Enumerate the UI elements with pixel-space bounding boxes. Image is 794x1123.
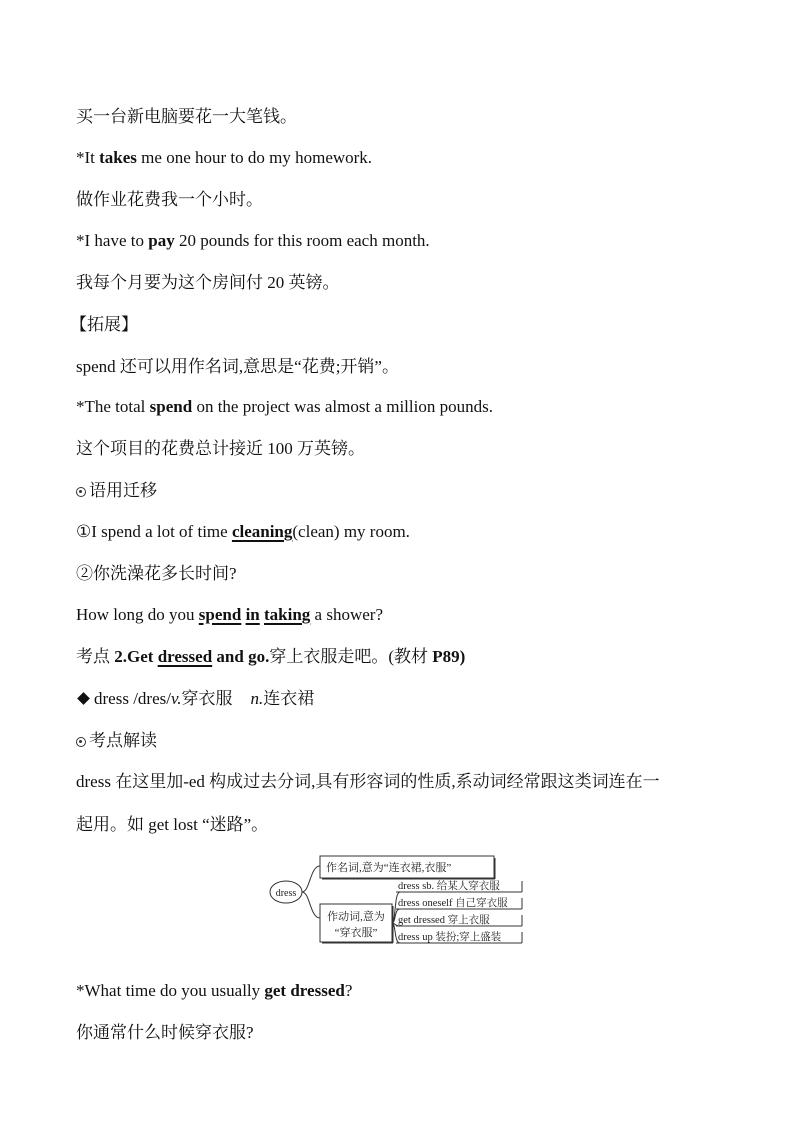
transfer-heading: [76, 480, 157, 502]
noun-label: 作名词,意为“连衣裙,衣服”: [326, 862, 452, 874]
paragraph-line-1: dress 在这里加-ed 构成过去分词,具有形容词的性质,系动词经常跟这类词连在一: [76, 772, 660, 791]
line-3: 做作业花费我一个小时。: [76, 190, 263, 209]
line-7: spend 还可以用作名词,意思是“花费;开销”。: [76, 357, 399, 376]
question-text: a shower?: [310, 605, 383, 624]
key-point-label: 考点: [76, 647, 115, 666]
key-point-text: 2.Get: [114, 647, 158, 666]
question-text: How long do you: [76, 605, 199, 624]
answer: spend: [198, 605, 242, 624]
question-text: ①I spend a lot of time: [76, 522, 232, 541]
verb-item: dress up 装扮;穿上盛装: [398, 932, 502, 943]
explain-heading: [76, 730, 157, 752]
key-point-underlined: dressed: [157, 647, 213, 666]
example-spend: [76, 396, 493, 418]
dress-word: dress /dres/: [94, 689, 171, 708]
key-point-translation: 穿上衣服走吧。(教材: [269, 647, 433, 666]
line-9: 这个项目的花费总计接近 100 万英镑。: [76, 439, 365, 458]
paragraph-line-2: 起用。如 get lost “迷路”。: [76, 815, 269, 834]
example-text: *It: [76, 148, 100, 167]
part-of-speech: n.: [250, 689, 264, 708]
keyword: spend: [149, 397, 193, 416]
dress-meaning: 穿衣服: [181, 689, 233, 708]
example-get-dressed: [76, 980, 352, 1002]
branch-connector: [302, 866, 320, 892]
keyword: takes: [99, 148, 137, 167]
transfer-label: 语用迁移: [89, 481, 157, 500]
answer: taking: [264, 605, 311, 624]
dress-entry: [76, 688, 314, 710]
example-takes: [76, 147, 372, 169]
diamond-icon: [77, 692, 90, 705]
dress-meaning: 连衣裙: [263, 689, 315, 708]
keyword: get dressed: [264, 981, 345, 1000]
answer: in: [245, 605, 260, 624]
part-of-speech: v.: [170, 689, 182, 708]
answer: cleaning: [231, 522, 293, 541]
example-text: ?: [344, 981, 353, 1000]
keyword: pay: [148, 231, 175, 250]
verb-item: get dressed 穿上衣服: [398, 915, 490, 926]
explain-label: 考点解读: [89, 731, 157, 750]
line-last: 你通常什么时候穿衣服?: [76, 1023, 254, 1042]
key-point-source: P89): [432, 647, 466, 666]
expand-heading: 【拓展】: [70, 315, 138, 334]
verb-item: dress sb. 给某人穿衣服: [398, 881, 500, 892]
branch-connector: [302, 892, 320, 918]
verb-label-2: “穿衣服”: [334, 927, 378, 939]
example-text: *I have to: [76, 231, 149, 250]
bullet-icon: [76, 487, 86, 497]
verb-label-1: 作动词,意为: [327, 911, 385, 923]
question-2-english: [76, 604, 383, 626]
key-point-text: and go.: [212, 647, 270, 666]
line-1: 买一台新电脑要花一大笔钱。: [76, 107, 297, 126]
example-text: *What time do you usually: [76, 981, 265, 1000]
key-point-2: [76, 646, 465, 668]
dress-mind-map: [268, 852, 530, 956]
example-pay: [76, 230, 430, 252]
bullet-icon: [76, 737, 86, 747]
question-2: ②你洗澡花多长时间?: [76, 564, 237, 583]
question-text: (clean) my room.: [292, 522, 410, 541]
example-text: *The total: [76, 397, 150, 416]
example-text: 20 pounds for this room each month.: [174, 231, 430, 250]
example-text: me one hour to do my homework.: [136, 148, 373, 167]
line-5: 我每个月要为这个房间付 20 英镑。: [76, 273, 340, 292]
verb-item: dress oneself 自己穿衣服: [398, 898, 508, 909]
question-1: [76, 521, 410, 543]
example-text: on the project was almost a million pounds.: [192, 397, 493, 416]
root-label: dress: [275, 888, 297, 899]
